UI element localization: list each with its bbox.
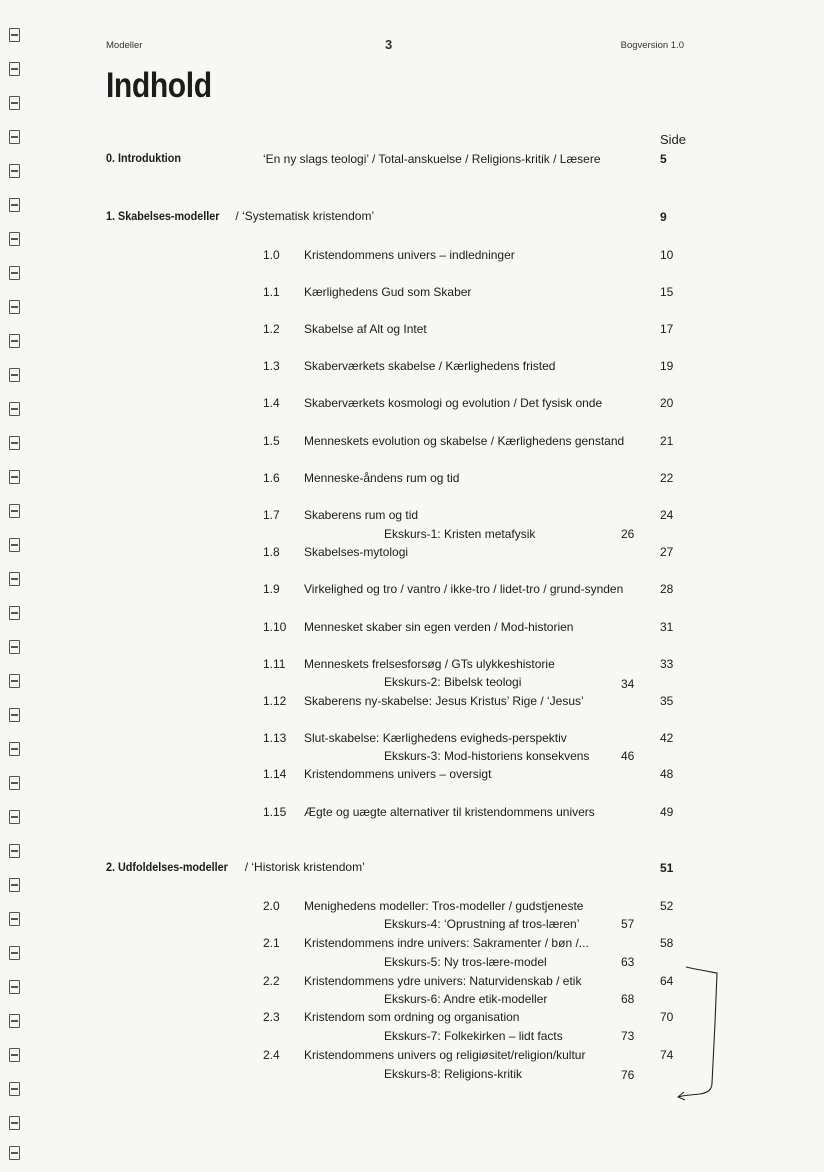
entry-number: 1.15 [263,805,287,819]
binding-ring-icon [9,606,20,620]
excursion-title: Ekskurs-4: ‘Oprustning af tros-læren’ [384,917,580,931]
entry-title: Kristendommens univers – indledninger [304,248,515,262]
binding-ring-icon [9,334,20,348]
excursion-page: 46 [621,749,635,763]
binding-ring-icon [9,572,20,586]
entry-title: Skaberens ny-skabelse: Jesus Kristus’ Rige / ‘Jesus’ [304,694,584,708]
excursion-page: 68 [621,992,635,1006]
entry-title: Kristendommens indre univers: Sakramenter / bøn /... [304,936,589,950]
entry-title: Ægte og uægte alternativer til kristendommens univers [304,805,595,819]
entry-title: Mennesket skaber sin egen verden / Mod-historien [304,620,574,634]
entry-page: 31 [660,620,674,634]
excursion-title: Ekskurs-1: Kristen metafysik [384,527,536,541]
entry-title: Virkelighed og tro / vantro / ikke-tro / lidet-tro / grund-synden [304,582,624,596]
binding-ring-icon [9,436,20,450]
binding-ring-icon [9,844,20,858]
header-left: Modeller [106,40,143,51]
intro-label: 0. Introduktion [106,151,181,165]
entry-title: Skabelses-mytologi [304,545,409,559]
excursion-title: Ekskurs-5: Ny tros-lære-model [384,955,547,969]
entry-page: 10 [660,248,674,262]
excursion-page: 63 [621,955,635,969]
header-right: Bogversion 1.0 [620,40,684,51]
entry-number: 2.0 [263,899,280,913]
entry-page: 52 [660,899,674,913]
entry-title: Menighedens modeller: Tros-modeller / gudstjeneste [304,899,584,913]
binding-ring-icon [9,28,20,42]
section2-page: 51 [660,861,674,875]
binding-ring-icon [9,1048,20,1062]
binding-ring-icon [9,130,20,144]
entry-title: Menneskets frelsesforsøg / GTs ulykkeshistorie [304,657,555,671]
entry-number: 1.5 [263,434,280,448]
binding-ring-icon [9,164,20,178]
binding-ring-icon [9,708,20,722]
entry-title: Kristendommens univers – oversigt [304,767,492,781]
binding-ring-icon [9,810,20,824]
binding-ring-icon [9,368,20,382]
excursion-title: Ekskurs-6: Andre etik-modeller [384,992,548,1006]
section2-heading: 2. Udfoldelses-modeller / ‘Historisk kristendom’ [106,860,365,874]
entry-page: 64 [660,974,674,988]
entry-number: 1.2 [263,322,280,336]
binding-ring-icon [9,912,20,926]
entry-number: 1.9 [263,582,280,596]
binding-ring-icon [9,1116,20,1130]
entry-number: 2.1 [263,936,280,950]
excursion-page: 34 [621,677,635,691]
page-title: Indhold [106,66,212,105]
binding-ring-icon [9,674,20,688]
side-label: Side [660,132,687,147]
entry-title: Kærlighedens Gud som Skaber [304,285,472,299]
page-number: 3 [385,37,393,52]
entry-number: 1.10 [263,620,287,634]
excursion-title: Ekskurs-7: Folkekirken – lidt facts [384,1029,563,1043]
entry-title: Skaberværkets kosmologi og evolution / Det fysisk onde [304,396,603,410]
excursion-page: 76 [621,1068,635,1082]
entry-page: 15 [660,285,674,299]
entry-number: 1.1 [263,285,280,299]
entry-page: 21 [660,434,674,448]
entry-title: Slut-skabelse: Kærlighedens evigheds-perspektiv [304,731,567,745]
entry-title: Kristendommens ydre univers: Naturvidenskab / etik [304,974,582,988]
entry-page: 33 [660,657,674,671]
entry-page: 19 [660,359,674,373]
binding-ring-icon [9,1082,20,1096]
binding-ring-icon [9,96,20,110]
entry-number: 2.3 [263,1010,280,1024]
entry-number: 2.4 [263,1048,280,1062]
entry-number: 1.6 [263,471,280,485]
entry-page: 17 [660,322,674,336]
binding-ring-icon [9,776,20,790]
binding-ring-icon [9,504,20,518]
entry-title: Kristendom som ordning og organisation [304,1010,520,1024]
handwritten-bracket-annotation [672,963,722,1103]
entry-title: Menneske-åndens rum og tid [304,471,460,485]
entry-page: 28 [660,582,674,596]
entry-page: 58 [660,936,674,950]
binding-ring-icon [9,232,20,246]
entry-page: 74 [660,1048,674,1062]
entry-number: 1.14 [263,767,287,781]
entry-page: 49 [660,805,674,819]
binding-ring-icon [9,538,20,552]
entry-title: Skaberens rum og tid [304,508,419,522]
entry-page: 48 [660,767,674,781]
excursion-page: 73 [621,1029,635,1043]
entry-title: Kristendommens univers og religiøsitet/religion/kultur [304,1048,586,1062]
intro-page: 5 [660,152,667,166]
excursion-page: 26 [621,527,635,541]
section1-page: 9 [660,210,667,224]
entry-page: 20 [660,396,674,410]
entry-number: 1.3 [263,359,280,373]
entry-number: 1.7 [263,508,280,522]
entry-number: 1.11 [263,657,286,671]
binding-ring-icon [9,878,20,892]
excursion-title: Ekskurs-3: Mod-historiens konsekvens [384,749,590,763]
entry-page: 42 [660,731,674,745]
binding-ring-icon [9,946,20,960]
binding-ring-icon [9,62,20,76]
entry-page: 24 [660,508,674,522]
entry-number: 1.13 [263,731,287,745]
entry-number: 1.12 [263,694,287,708]
entry-title: Skaberværkets skabelse / Kærlighedens fristed [304,359,556,373]
binding-ring-icon [9,198,20,212]
binding-ring-icon [9,470,20,484]
entry-title: Menneskets evolution og skabelse / Kærlighedens genstand [304,434,625,448]
intro-description: ‘En ny slags teologi’ / Total-anskuelse / Religions-kritik / Læsere [263,152,601,166]
binding-ring-icon [9,402,20,416]
entry-page: 27 [660,545,674,559]
excursion-page: 57 [621,917,635,931]
binding-ring-icon [9,1146,20,1160]
entry-title: Skabelse af Alt og Intet [304,322,427,336]
entry-page: 35 [660,694,674,708]
entry-page: 22 [660,471,674,485]
binding-ring-icon [9,300,20,314]
entry-page: 70 [660,1010,674,1024]
excursion-title: Ekskurs-2: Bibelsk teologi [384,675,522,689]
spiral-binding [0,0,30,1172]
binding-ring-icon [9,1014,20,1028]
entry-number: 1.4 [263,396,280,410]
section1-heading: 1. Skabelses-modeller / ‘Systematisk kristendom’ [106,209,375,223]
entry-number: 1.8 [263,545,280,559]
binding-ring-icon [9,640,20,654]
binding-ring-icon [9,266,20,280]
entry-number: 2.2 [263,974,280,988]
excursion-title: Ekskurs-8: Religions-kritik [384,1067,523,1081]
binding-ring-icon [9,980,20,994]
entry-number: 1.0 [263,248,280,262]
binding-ring-icon [9,742,20,756]
